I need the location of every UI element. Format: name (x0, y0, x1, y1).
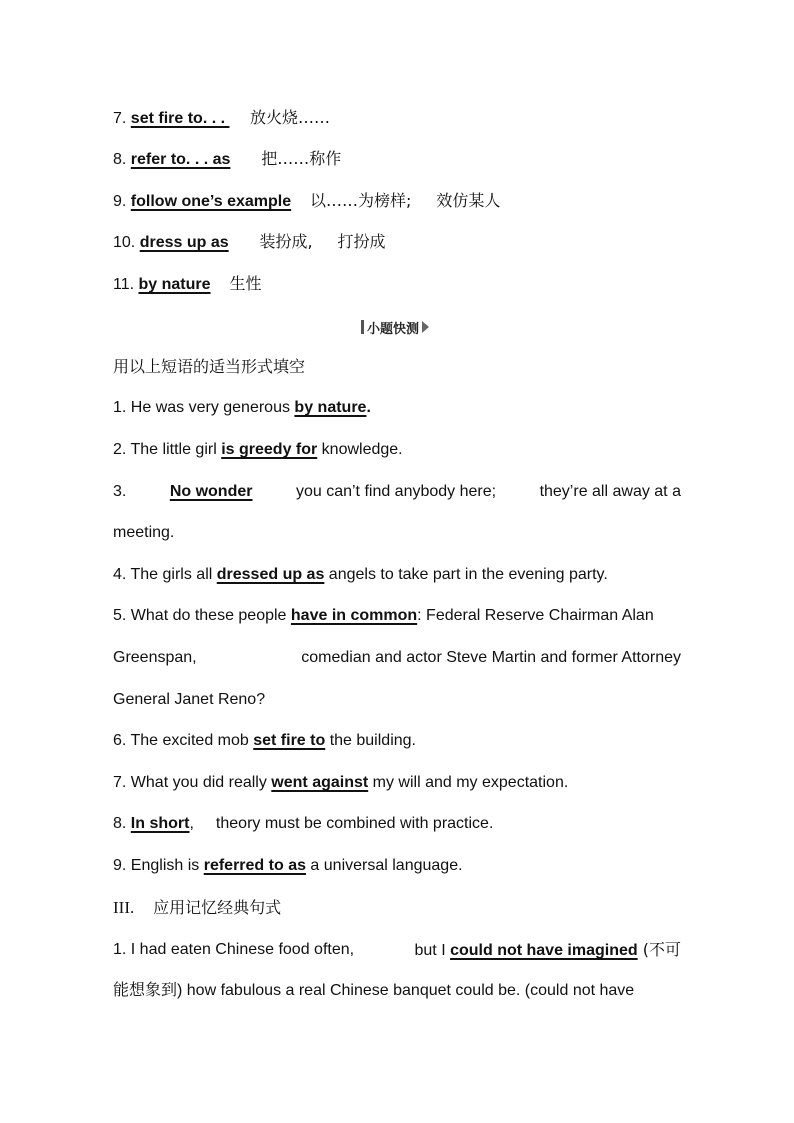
exercise-3: 3. No wonder you can’t find anybody here; they’re all away at a (113, 478, 681, 506)
exercise-7: 7. What you did really went against my will and my expectation. (113, 774, 569, 791)
section-badge: 小题快测 (356, 316, 434, 338)
exercise-9: 9. English is referred to as a universal language. (113, 857, 463, 874)
answer: could not have imagined (450, 942, 638, 959)
exercise-5: 5. What do these people have in common: Federal Reserve Chairman Alan (113, 607, 654, 624)
exercise-3-cont: meeting. (113, 524, 175, 541)
phrase-meaning: 打扮成 (337, 232, 386, 251)
answer: No wonder (169, 483, 253, 500)
badge-bar-icon (361, 320, 364, 334)
phrase-item-10: 10. dress up as 装扮成, 打扮成 (113, 232, 386, 251)
exercise-5-line2: Greenspan, comedian and actor Steve Martin and former Attorney (113, 649, 681, 666)
phrase-text: dress up as (139, 234, 229, 251)
phrase-item-11: 11. by nature 生性 (113, 274, 262, 293)
answer: went against (271, 774, 369, 791)
sentence-1: 1. I had eaten Chinese food often, but I could not have imagined (不可 (113, 940, 681, 959)
phrase-text: follow one’s example (130, 193, 292, 210)
exercise-2: 2. The little girl is greedy for knowledge. (113, 441, 403, 458)
answer: In short (130, 815, 190, 832)
phrase-text: refer to. . . as (130, 151, 231, 168)
phrase-item-7: 7. set fire to. . . 放火烧…… (113, 108, 330, 127)
section-heading: III. 应用记忆经典句式 (113, 898, 282, 917)
answer: by nature (294, 399, 367, 416)
phrase-meaning: 效仿某人 (436, 191, 501, 210)
answer: referred to as (203, 857, 306, 874)
phrase-meaning: 装扮成, (259, 232, 313, 251)
exercise-5-line3: General Janet Reno? (113, 691, 266, 708)
phrase-item-9: 9. follow one’s example 以……为榜样; 效仿某人 (113, 191, 501, 210)
badge-arrow-icon (422, 321, 429, 333)
phrase-item-8: 8. refer to. . . as 把……称作 (113, 149, 342, 168)
phrase-meaning: 放火烧…… (249, 108, 330, 127)
phrase-meaning: 以……为榜样; (310, 191, 412, 210)
phrase-text: by nature (138, 276, 211, 293)
exercise-1: 1. He was very generous by nature. (113, 399, 371, 416)
phrase-text: set fire to. . . (130, 110, 230, 127)
exercise-4: 4. The girls all dressed up as angels to take part in the evening party. (113, 566, 608, 583)
instruction: 用以上短语的适当形式填空 (113, 357, 306, 376)
exercise-6: 6. The excited mob set fire to the building. (113, 732, 416, 749)
phrase-meaning: 把……称作 (261, 149, 342, 168)
answer: set fire to (253, 732, 326, 749)
phrase-meaning: 生性 (229, 274, 262, 293)
sentence-1-line2: 能想象到) how fabulous a real Chinese banquet could be. (could not have (113, 982, 635, 999)
answer: dressed up as (216, 566, 325, 583)
answer: have in common (290, 607, 418, 624)
answer: is greedy for (221, 441, 318, 458)
exercise-8: 8. In short, theory must be combined with practice. (113, 815, 494, 832)
